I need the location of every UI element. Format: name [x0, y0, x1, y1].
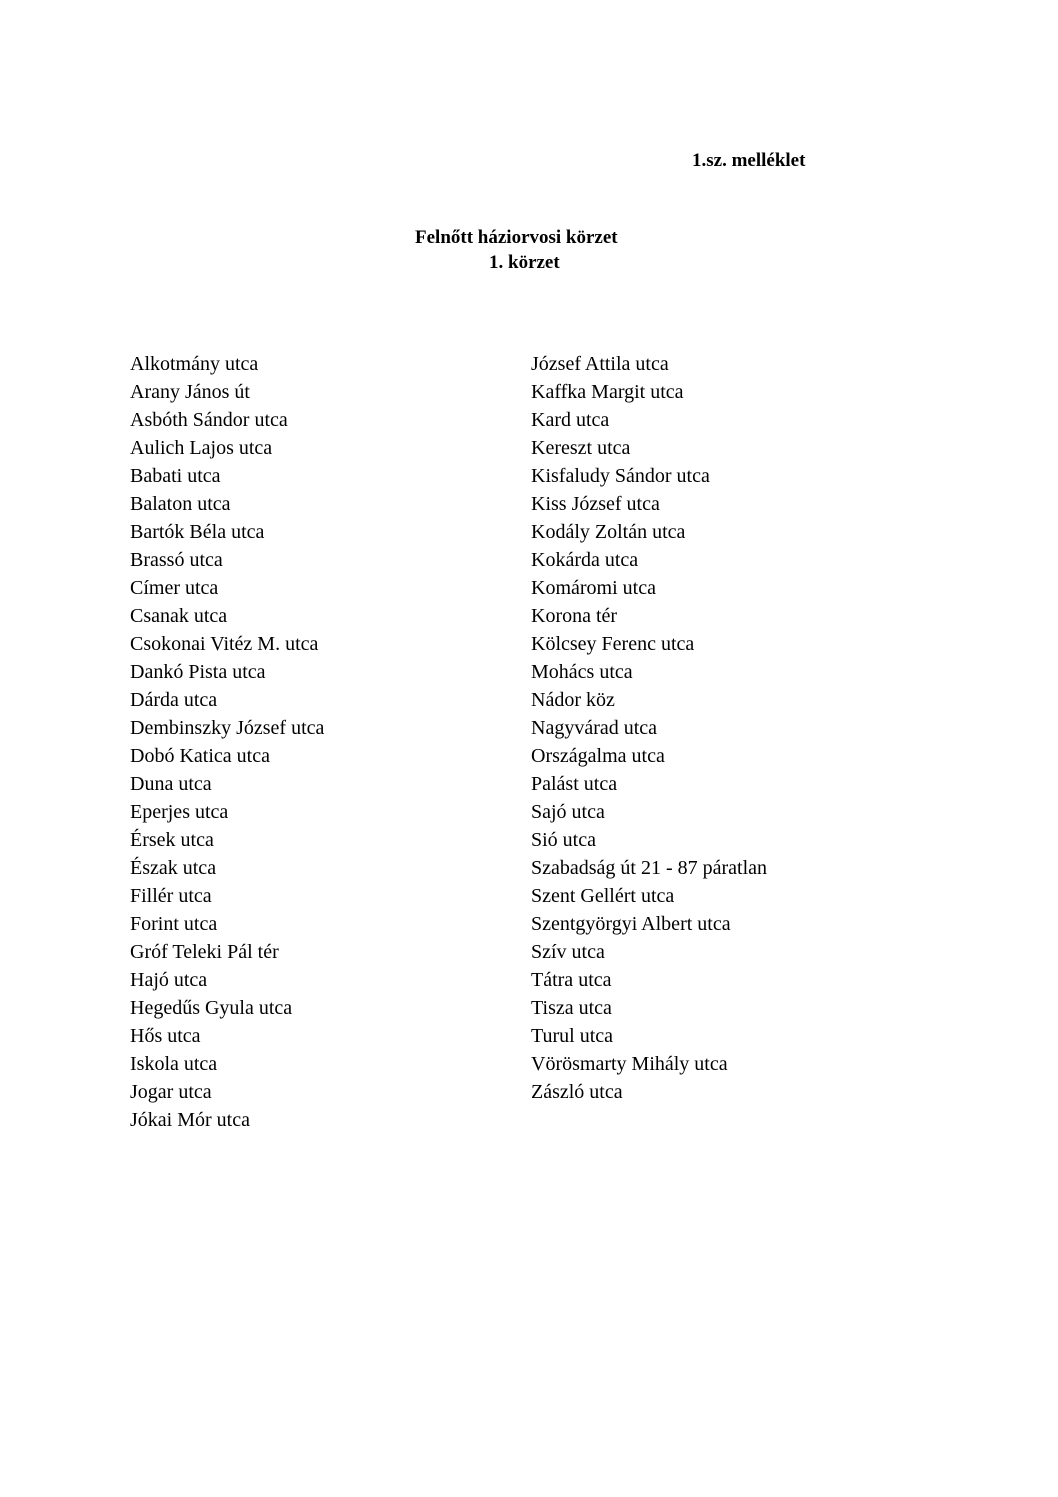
street-item: Kiss József utca: [531, 493, 660, 515]
street-item: Eperjes utca: [130, 801, 229, 823]
street-item: Iskola utca: [130, 1053, 218, 1075]
page-title: Felnőtt háziorvosi körzet: [415, 227, 618, 248]
street-item: Babati utca: [130, 465, 221, 487]
street-list-right: [531, 350, 767, 1106]
street-item: Országalma utca: [531, 745, 665, 767]
street-item: Nádor köz: [531, 689, 615, 711]
street-item: Hajó utca: [130, 969, 208, 991]
street-item: Aulich Lajos utca: [130, 437, 273, 459]
street-item: Palást utca: [531, 773, 618, 795]
street-item: Bartók Béla utca: [130, 521, 265, 543]
street-item: Szent Gellért utca: [531, 885, 675, 907]
street-item: Forint utca: [130, 913, 218, 935]
street-item: Hős utca: [130, 1025, 201, 1047]
street-item: Mohács utca: [531, 661, 633, 683]
street-item: Vörösmarty Mihály utca: [531, 1053, 728, 1075]
street-item: Szív utca: [531, 941, 605, 963]
street-item: Dembinszky József utca: [130, 717, 325, 739]
street-item: Érsek utca: [130, 829, 214, 851]
street-item: Sió utca: [531, 829, 596, 851]
street-item: Gróf Teleki Pál tér: [130, 941, 279, 963]
street-item: Dobó Katica utca: [130, 745, 270, 767]
street-item: Alkotmány utca: [130, 353, 259, 375]
street-item: Brassó utca: [130, 549, 223, 571]
street-item: Csanak utca: [130, 605, 228, 627]
street-item: Kisfaludy Sándor utca: [531, 465, 710, 487]
street-item: Kereszt utca: [531, 437, 631, 459]
street-item: Turul utca: [531, 1025, 614, 1047]
street-item: Címer utca: [130, 577, 219, 599]
street-item: Dárda utca: [130, 689, 218, 711]
street-item: Zászló utca: [531, 1081, 623, 1103]
street-item: Szentgyörgyi Albert utca: [531, 913, 731, 935]
street-item: Csokonai Vitéz M. utca: [130, 633, 319, 655]
street-item: Kölcsey Ferenc utca: [531, 633, 695, 655]
district-subtitle: 1. körzet: [489, 252, 560, 273]
street-item: Dankó Pista utca: [130, 661, 266, 683]
street-item: Szabadság út 21 - 87 páratlan: [531, 857, 768, 879]
street-item: Észak utca: [130, 857, 217, 879]
street-item: Asbóth Sándor utca: [130, 409, 288, 431]
street-item: Kodály Zoltán utca: [531, 521, 686, 543]
street-item: Sajó utca: [531, 801, 605, 823]
street-item: Nagyvárad utca: [531, 717, 658, 739]
street-item: Kard utca: [531, 409, 610, 431]
street-item: Tátra utca: [531, 969, 612, 991]
street-item: Fillér utca: [130, 885, 212, 907]
street-item: Balaton utca: [130, 493, 231, 515]
street-item: Jókai Mór utca: [130, 1109, 250, 1131]
street-item: Jogar utca: [130, 1081, 212, 1103]
street-item: Tisza utca: [531, 997, 612, 1019]
street-item: Korona tér: [531, 605, 618, 627]
street-item: Hegedűs Gyula utca: [130, 997, 293, 1019]
street-item: Kokárda utca: [531, 549, 639, 571]
street-item: Arany János út: [130, 381, 250, 403]
annex-label: 1.sz. melléklet: [692, 150, 806, 171]
street-item: József Attila utca: [531, 353, 669, 375]
street-list-left: [130, 350, 324, 1134]
street-item: Komáromi utca: [531, 577, 656, 599]
street-item: Duna utca: [130, 773, 212, 795]
street-item: Kaffka Margit utca: [531, 381, 684, 403]
